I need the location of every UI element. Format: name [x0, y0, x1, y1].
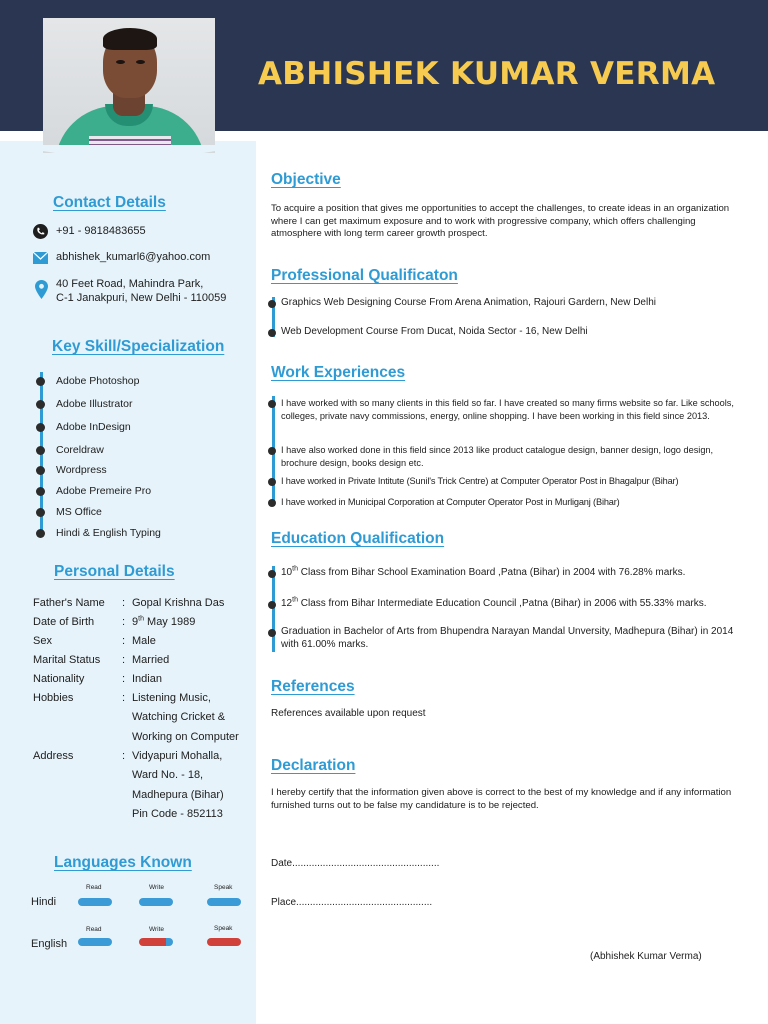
colon: :: [122, 597, 126, 609]
work-item-text: I have worked with so many clients in this field so far. I have created so many firms website so far. Like schools, colleges, private navy commissions, energy, online shopping. I have been working in this field since 2013.: [281, 398, 734, 421]
skill-bullet-dot: [36, 423, 45, 432]
professional-item-text: Web Development Course From Ducat, Noida Sector - 16, New Delhi: [281, 326, 588, 337]
candidate-name: ABHISHEK KUMAR VERMA: [258, 56, 716, 92]
sex-label: Sex: [33, 635, 52, 647]
contact-email[interactable]: abhishek_kumarl6@yahoo.com: [56, 251, 211, 263]
date-field: Date.....................................................: [271, 858, 440, 869]
hobbies-line: Watching Cricket &: [132, 711, 226, 724]
colon: :: [122, 616, 126, 628]
nationality-value: Indian: [132, 673, 162, 685]
skill-bullet-dot: [36, 377, 45, 386]
language-english: English: [31, 938, 68, 950]
read-header: Read: [86, 926, 102, 933]
objective-text: To acquire a position that gives me opportunities to accept the challenges, to create ideas in an organization where I can get maximum exposure and to work with progressive company, which offers challenging atmosphere with long term career growth prospect.: [271, 203, 730, 240]
contact-address-line2: C-1 Janakpuri, New Delhi - 110059: [56, 292, 227, 304]
declaration-heading: Declaration: [271, 757, 356, 774]
contact-phone: +91 - 9818483655: [56, 225, 146, 237]
work-item-text: I have also worked done in this field since 2013 like product catalogue design, banner design, logo design, brochure design, books design etc.: [281, 445, 714, 468]
edu-class-number: 10: [281, 567, 293, 578]
email-icon: [33, 252, 48, 264]
skill-bullet-dot: [36, 508, 45, 517]
skill-label: Adobe Premeire Pro: [56, 485, 152, 497]
bullet-dot: [268, 447, 276, 455]
declaration-text: I hereby certify that the information given above is correct to the best of my knowledge and if any information furnished turns out to be false my candidature is to be rejected.: [271, 787, 732, 811]
bullet-dot: [268, 570, 276, 578]
address-line: Vidyapuri Mohalla,: [132, 750, 223, 762]
sidebar: [0, 141, 256, 1024]
hindi-speak-bar: [207, 898, 241, 906]
dob-day: 9: [132, 616, 139, 628]
dob-label: Date of Birth: [33, 616, 95, 628]
marital-status-value: Married: [132, 654, 170, 666]
nationality-label: Nationality: [33, 673, 85, 685]
skill-label: Hindi & English Typing: [56, 527, 161, 539]
language-hindi: Hindi: [31, 896, 57, 908]
skill-bullet-dot: [36, 466, 45, 475]
bullet-dot: [268, 601, 276, 609]
english-write-bar: [139, 938, 173, 946]
hobbies-label: Hobbies: [33, 692, 74, 704]
objective-heading: Objective: [271, 171, 341, 188]
skill-bullet-dot: [36, 529, 45, 538]
edu-class-suffix: th: [292, 596, 298, 604]
education-item-text: [281, 567, 743, 580]
education-item-text: [281, 598, 743, 611]
key-skills-heading: Key Skill/Specialization: [52, 338, 225, 355]
skill-label: Adobe InDesign: [56, 421, 131, 433]
signature-name: (Abhishek Kumar Verma): [590, 951, 702, 962]
address-line: Ward No. - 18,: [132, 769, 204, 782]
edu-class-suffix: th: [292, 565, 298, 573]
bullet-dot: [268, 400, 276, 408]
address-line: Madhepura (Bihar): [132, 788, 224, 801]
marital-status-label: Marital Status: [33, 654, 101, 666]
photo-eye-right: [136, 60, 145, 64]
skill-label: MS Office: [56, 506, 102, 518]
english-speak-bar: [207, 938, 241, 946]
education-item-text: Graduation in Bachelor of Arts from Bhupendra Narayan Mandal Unversity, Madhepura (Bihar) in 2014 with 61.00% marks.: [281, 626, 734, 650]
work-item-text: I have worked in Municipal Corporation at Computer Operator Post in Murliganj (Bihar): [281, 497, 620, 507]
skill-label: Adobe Photoshop: [56, 375, 140, 387]
skill-bullet-dot: [36, 400, 45, 409]
write-header: Write: [149, 884, 165, 891]
skill-label: Adobe Illustrator: [56, 398, 133, 410]
hindi-write-bar: [139, 898, 173, 906]
colon: :: [122, 673, 126, 685]
profile-photo: [43, 18, 215, 153]
bullet-dot: [268, 329, 276, 337]
address-line: Pin Code - 852113: [132, 807, 223, 820]
bullet-dot: [268, 499, 276, 507]
work-item-text: I have worked in Private Intitute (Sunil's Trick Centre) at Computer Operator Post in Bhagalpur (Bihar): [281, 476, 679, 486]
edu-class-text: Class from Bihar Intermediate Education Council ,Patna (Bihar) in 2006 with 55.33% marks.: [297, 598, 707, 609]
bullet-dot: [268, 300, 276, 308]
personal-details-heading: Personal Details: [54, 563, 175, 580]
write-header: Write: [149, 926, 165, 933]
languages-known-heading: Languages Known: [54, 854, 192, 871]
hobbies-line: Listening Music,: [132, 692, 211, 704]
phone-icon: [33, 224, 48, 239]
skill-bullet-dot: [36, 487, 45, 496]
references-text: References available upon request: [271, 708, 426, 719]
sex-value: Male: [132, 635, 156, 647]
father-name-label: Father's Name: [33, 597, 105, 609]
photo-eye-left: [116, 60, 125, 64]
dob-rest: May 1989: [143, 616, 196, 628]
contact-details-heading: Contact Details: [53, 194, 166, 211]
work-experiences-heading: Work Experiences: [271, 364, 406, 381]
dob-suffix: th: [138, 615, 144, 623]
location-pin-icon: [35, 280, 48, 299]
education-timeline: [272, 566, 275, 652]
photo-curve: [43, 145, 215, 161]
dob-value: [132, 613, 195, 632]
education-qualification-heading: Education Qualification: [271, 530, 445, 547]
edu-class-number: 12: [281, 598, 293, 609]
place-field: Place.................................................: [271, 897, 433, 908]
professional-qualification-heading: Professional Qualificaton: [271, 267, 458, 284]
colon: :: [122, 692, 126, 704]
colon: :: [122, 654, 126, 666]
skill-label: Coreldraw: [56, 444, 104, 456]
edu-class-text: Class from Bihar School Examination Board ,Patna (Bihar) in 2004 with 76.28% marks.: [297, 567, 686, 578]
bullet-dot: [268, 629, 276, 637]
hobbies-line: Working on Computer: [132, 730, 239, 743]
colon: :: [122, 635, 126, 647]
professional-item-text: Graphics Web Designing Course From Arena Animation, Rajouri Gardern, New Delhi: [281, 297, 656, 308]
hindi-read-bar: [78, 898, 112, 906]
skill-bullet-dot: [36, 446, 45, 455]
father-name-value: Gopal Krishna Das: [132, 597, 225, 609]
colon: :: [122, 750, 126, 762]
read-header: Read: [86, 884, 102, 891]
bullet-dot: [268, 478, 276, 486]
speak-header: Speak: [214, 925, 233, 932]
address-label: Address: [33, 750, 74, 762]
english-read-bar: [78, 938, 112, 946]
photo-hair: [103, 28, 157, 50]
contact-address-line1: 40 Feet Road, Mahindra Park,: [56, 278, 204, 290]
skill-label: Wordpress: [56, 464, 107, 476]
speak-header: Speak: [214, 884, 233, 891]
references-heading: References: [271, 678, 355, 695]
